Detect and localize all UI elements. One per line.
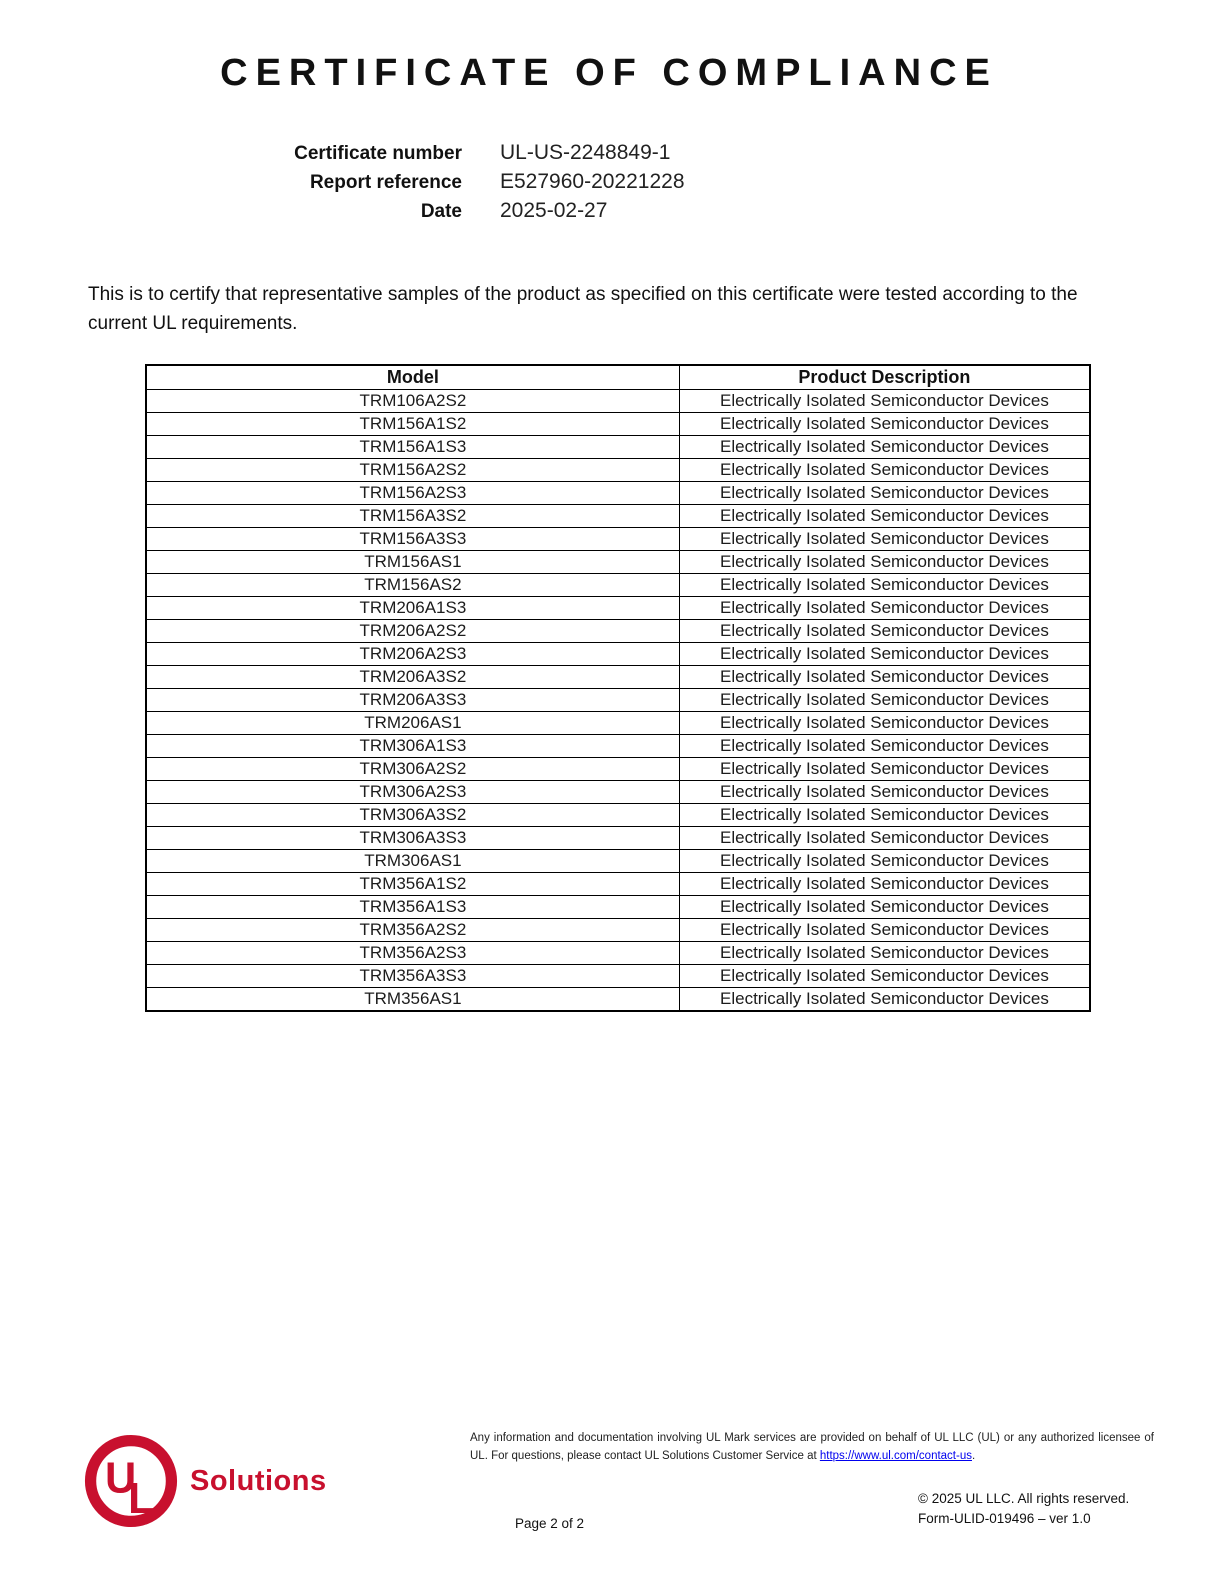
table-row [146, 735, 1090, 758]
model-cell: TRM156AS2 [146, 574, 679, 597]
description-cell: Electrically Isolated Semiconductor Devices [679, 505, 1090, 528]
model-cell: TRM356A1S2 [146, 873, 679, 896]
table-row [146, 827, 1090, 850]
model-cell: TRM306A3S2 [146, 804, 679, 827]
table-row [146, 781, 1090, 804]
models-table [145, 364, 1091, 1012]
model-cell: TRM306AS1 [146, 850, 679, 873]
copyright-block [918, 1489, 1129, 1528]
description-cell: Electrically Isolated Semiconductor Devices [679, 781, 1090, 804]
model-cell: TRM356A2S3 [146, 942, 679, 965]
table-row [146, 574, 1090, 597]
model-cell: TRM356A3S3 [146, 965, 679, 988]
description-cell: Electrically Isolated Semiconductor Devices [679, 827, 1090, 850]
table-row [146, 620, 1090, 643]
table-row [146, 804, 1090, 827]
description-cell: Electrically Isolated Semiconductor Devices [679, 666, 1090, 689]
models-table-body [146, 390, 1090, 1012]
report-reference-value: E527960-20221228 [500, 170, 685, 193]
model-cell: TRM156A1S2 [146, 413, 679, 436]
table-header-row [146, 365, 1090, 390]
description-cell: Electrically Isolated Semiconductor Devices [679, 551, 1090, 574]
table-row [146, 689, 1090, 712]
table-row [146, 390, 1090, 413]
model-cell: TRM306A3S3 [146, 827, 679, 850]
table-row [146, 758, 1090, 781]
description-cell: Electrically Isolated Semiconductor Devices [679, 896, 1090, 919]
contact-link[interactable]: https://www.ul.com/contact-us [819, 1450, 972, 1463]
description-cell: Electrically Isolated Semiconductor Devices [679, 597, 1090, 620]
table-row [146, 850, 1090, 873]
legal-text [470, 1429, 1154, 1466]
table-row [146, 988, 1090, 1012]
model-cell: TRM356AS1 [146, 988, 679, 1012]
certification-statement: This is to certify that representative samples of the product as specified on this certificate were tested according to the current UL requirements. [88, 284, 1078, 335]
page-number: Page 2 of 2 [515, 1516, 585, 1531]
table-row [146, 643, 1090, 666]
model-cell: TRM206A1S3 [146, 597, 679, 620]
description-cell: Electrically Isolated Semiconductor Devices [679, 735, 1090, 758]
model-cell: TRM206A2S2 [146, 620, 679, 643]
form-id: Form-ULID-019496 – ver 1.0 [918, 1510, 1091, 1526]
model-cell: TRM156AS1 [146, 551, 679, 574]
model-cell: TRM156A2S2 [146, 459, 679, 482]
model-cell: TRM156A3S3 [146, 528, 679, 551]
model-cell: TRM156A3S2 [146, 505, 679, 528]
model-cell: TRM206AS1 [146, 712, 679, 735]
table-row [146, 459, 1090, 482]
copyright-text: © 2025 UL LLC. All rights reserved. [918, 1491, 1130, 1506]
table-row [146, 666, 1090, 689]
legal-text-pre: Any information and documentation involving UL Mark services are provided on behalf of UL LLC (UL) or any authorized licensee of UL. For questions, please contact UL Solutions Customer Service at [470, 1432, 1154, 1463]
model-cell: TRM306A2S2 [146, 758, 679, 781]
certificate-meta [72, 141, 685, 228]
ul-solutions-logo [84, 1434, 327, 1528]
ul-circle-icon [84, 1434, 178, 1528]
brand-name: Solutions [190, 1464, 327, 1497]
description-cell: Electrically Isolated Semiconductor Devices [679, 643, 1090, 666]
model-cell: TRM206A2S3 [146, 643, 679, 666]
legal-text-post: . [971, 1450, 976, 1463]
report-reference-row [72, 170, 685, 199]
table-row [146, 436, 1090, 459]
description-cell: Electrically Isolated Semiconductor Devices [679, 988, 1090, 1012]
model-cell: TRM306A1S3 [146, 735, 679, 758]
svg-text:L: L [128, 1474, 155, 1523]
table-row [146, 505, 1090, 528]
description-cell: Electrically Isolated Semiconductor Devices [679, 965, 1090, 988]
model-cell: TRM306A2S3 [146, 781, 679, 804]
model-cell: TRM156A2S3 [146, 482, 679, 505]
description-cell: Electrically Isolated Semiconductor Devices [679, 712, 1090, 735]
description-cell: Electrically Isolated Semiconductor Devices [679, 850, 1090, 873]
model-cell: TRM356A2S2 [146, 919, 679, 942]
model-cell: TRM356A1S3 [146, 896, 679, 919]
description-cell: Electrically Isolated Semiconductor Devices [679, 758, 1090, 781]
description-cell: Electrically Isolated Semiconductor Devices [679, 436, 1090, 459]
certificate-number-value: UL-US-2248849-1 [500, 141, 671, 164]
description-cell: Electrically Isolated Semiconductor Devices [679, 413, 1090, 436]
model-cell: TRM156A1S3 [146, 436, 679, 459]
model-column-header: Model [146, 365, 679, 390]
date-value: 2025-02-27 [500, 199, 608, 222]
table-row [146, 896, 1090, 919]
description-cell: Electrically Isolated Semiconductor Devices [679, 574, 1090, 597]
description-cell: Electrically Isolated Semiconductor Devices [679, 689, 1090, 712]
table-row [146, 551, 1090, 574]
description-cell: Electrically Isolated Semiconductor Devices [679, 459, 1090, 482]
description-cell: Electrically Isolated Semiconductor Devices [679, 873, 1090, 896]
svg-text:U: U [105, 1454, 137, 1503]
certificate-number-row [72, 141, 685, 170]
description-cell: Electrically Isolated Semiconductor Devices [679, 482, 1090, 505]
description-cell: Electrically Isolated Semiconductor Devices [679, 528, 1090, 551]
table-row [146, 965, 1090, 988]
date-row [72, 199, 685, 228]
table-row [146, 919, 1090, 942]
certificate-number-label: Certificate number [294, 143, 462, 164]
model-cell: TRM106A2S2 [146, 390, 679, 413]
table-row [146, 712, 1090, 735]
description-column-header: Product Description [679, 365, 1090, 390]
description-cell: Electrically Isolated Semiconductor Devices [679, 390, 1090, 413]
page-title: CERTIFICATE OF COMPLIANCE [220, 52, 998, 94]
description-cell: Electrically Isolated Semiconductor Devices [679, 942, 1090, 965]
table-row [146, 597, 1090, 620]
table-row [146, 873, 1090, 896]
report-reference-label: Report reference [309, 172, 462, 193]
model-cell: TRM206A3S2 [146, 666, 679, 689]
date-label: Date [420, 201, 462, 222]
table-row [146, 482, 1090, 505]
description-cell: Electrically Isolated Semiconductor Devices [679, 919, 1090, 942]
table-row [146, 528, 1090, 551]
model-cell: TRM206A3S3 [146, 689, 679, 712]
description-cell: Electrically Isolated Semiconductor Devices [679, 804, 1090, 827]
table-row [146, 413, 1090, 436]
table-row [146, 942, 1090, 965]
description-cell: Electrically Isolated Semiconductor Devices [679, 620, 1090, 643]
